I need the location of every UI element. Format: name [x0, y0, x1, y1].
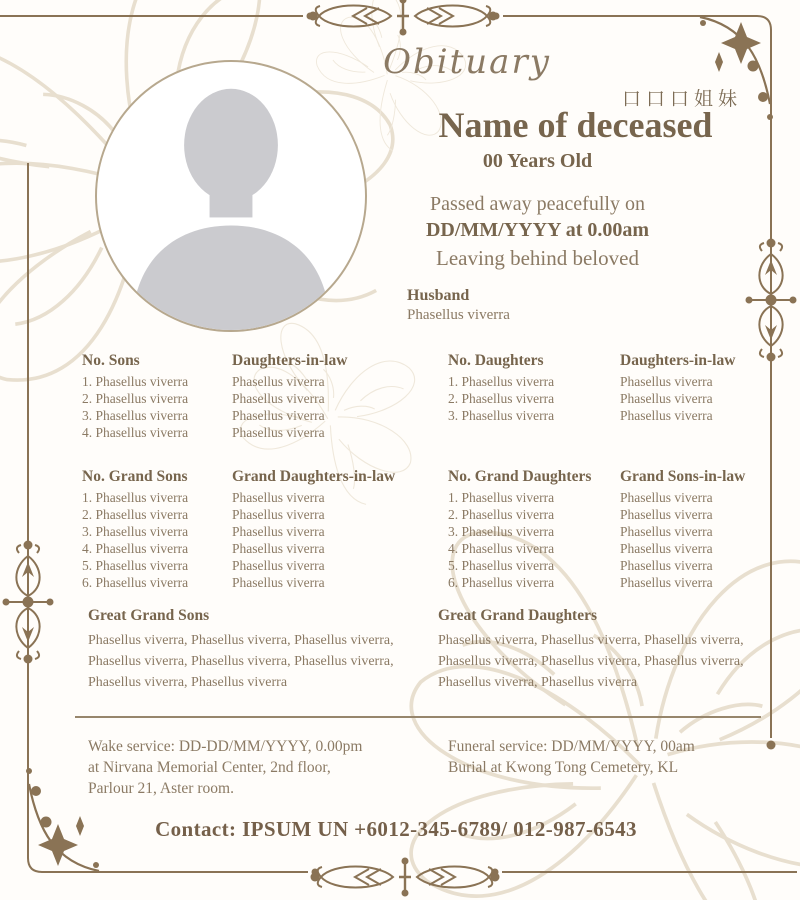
list-item: 2. Phasellus viverra	[82, 507, 189, 522]
passed-away-date: DD/MM/YYYY at 0.00am	[425, 219, 650, 241]
list-item: Phasellus viverra	[620, 391, 713, 406]
list-item: Phasellus viverra	[620, 408, 713, 423]
cjk-caption: 口口口姐妹	[621, 89, 742, 110]
list-item: Phasellus viverra	[620, 558, 713, 573]
column-list	[448, 373, 618, 424]
list-item: Phasellus viverra	[620, 524, 713, 539]
column-list	[232, 489, 442, 591]
column-header: No. Grand Sons	[82, 468, 188, 485]
list-item: 6. Phasellus viverra	[448, 575, 555, 590]
column-list	[620, 489, 790, 591]
list-item: 4. Phasellus viverra	[82, 541, 189, 556]
column-list	[232, 373, 442, 441]
list-item: 1. Phasellus viverra	[448, 374, 555, 389]
family-column-sons	[82, 352, 232, 441]
list-item: Phasellus viverra	[620, 490, 713, 505]
names-paragraph: Phasellus viverra, Phasellus viverra, Phasellus viverra, Phasellus viverra, Phasellus viverra, Phasellus viverra, Phasellus viverra, Phasellus viverra	[438, 633, 744, 690]
great-grand-sons-block	[88, 607, 436, 693]
family-column-daughters-in-law-1	[232, 352, 442, 441]
list-item: 3. Phasellus viverra	[448, 408, 555, 423]
great-grand-daughters-block	[438, 607, 786, 693]
list-item: Phasellus viverra	[620, 575, 713, 590]
list-item: 2. Phasellus viverra	[82, 391, 189, 406]
list-item: 3. Phasellus viverra	[448, 524, 555, 539]
list-item: Phasellus viverra	[232, 575, 325, 590]
list-item: Funeral service: DD/MM/YYYY, 00am	[448, 738, 695, 755]
leaving-behind-line: Leaving behind beloved	[436, 246, 639, 270]
list-item: 3. Phasellus viverra	[82, 524, 189, 539]
wake-service-block	[88, 736, 423, 799]
list-item: Phasellus viverra	[620, 507, 713, 522]
contact-line: Contact: IPSUM UN +6012-345-6789/ 012-987-6543	[155, 817, 637, 841]
column-header: No. Sons	[82, 352, 140, 369]
list-item: 4. Phasellus viverra	[448, 541, 555, 556]
list-item: at Nirvana Memorial Center, 2nd floor,	[88, 759, 331, 776]
list-item: Phasellus viverra	[232, 391, 325, 406]
list-item: 1. Phasellus viverra	[82, 490, 189, 505]
list-item: 5. Phasellus viverra	[448, 558, 555, 573]
column-header: Daughters-in-law	[232, 352, 348, 369]
column-header: Great Grand Sons	[88, 607, 210, 624]
passed-away-block	[330, 191, 745, 243]
list-item: 1. Phasellus viverra	[448, 490, 555, 505]
list-item: Phasellus viverra	[232, 425, 325, 440]
list-item: 2. Phasellus viverra	[448, 391, 555, 406]
list-item: 2. Phasellus viverra	[448, 507, 555, 522]
husband-name: Phasellus viverra	[407, 307, 510, 323]
column-list	[620, 373, 780, 424]
family-column-grand-daughters-in-law	[232, 468, 442, 591]
list-item: Phasellus viverra	[232, 507, 325, 522]
list-item: Phasellus viverra	[232, 408, 325, 423]
family-column-grand-daughters	[448, 468, 623, 591]
column-list	[448, 489, 623, 591]
passed-away-line1: Passed away peacefully on	[430, 193, 645, 215]
list-item: Phasellus viverra	[232, 524, 325, 539]
family-column-grand-sons-in-law	[620, 468, 790, 591]
column-list	[82, 373, 232, 441]
list-item: 5. Phasellus viverra	[82, 558, 189, 573]
husband-block	[407, 287, 707, 325]
section-divider	[75, 716, 761, 718]
list-item: Burial at Kwong Tong Cemetery, KL	[448, 759, 679, 776]
deceased-age: 00 Years Old	[482, 150, 593, 172]
list-item: Parlour 21, Aster room.	[88, 780, 234, 797]
person-silhouette-icon	[97, 62, 365, 330]
list-item: 6. Phasellus viverra	[82, 575, 189, 590]
portrait-photo-placeholder	[95, 60, 367, 332]
column-header: Grand Sons-in-law	[620, 468, 746, 485]
family-column-daughters	[448, 352, 618, 424]
list-item: Phasellus viverra	[232, 541, 325, 556]
list-item: Phasellus viverra	[232, 558, 325, 573]
list-item: Phasellus viverra	[232, 490, 325, 505]
funeral-service-block	[448, 736, 783, 778]
list-item: 1. Phasellus viverra	[82, 374, 189, 389]
column-list	[82, 489, 232, 591]
obituary-script-title: Obituary	[383, 42, 551, 82]
deceased-name: Name of deceased	[438, 105, 713, 145]
family-column-grand-sons	[82, 468, 232, 591]
list-item: 3. Phasellus viverra	[82, 408, 189, 423]
list-item: 4. Phasellus viverra	[82, 425, 189, 440]
names-paragraph: Phasellus viverra, Phasellus viverra, Phasellus viverra, Phasellus viverra, Phasellus viverra, Phasellus viverra, Phasellus viverra, Phasellus viverra	[88, 633, 394, 690]
list-item: Phasellus viverra	[232, 374, 325, 389]
list-item: Wake service: DD-DD/MM/YYYY, 0.00pm	[88, 738, 363, 755]
column-header: Daughters-in-law	[620, 352, 736, 369]
list-item: Phasellus viverra	[620, 374, 713, 389]
column-header: No. Daughters	[448, 352, 544, 369]
column-header: Grand Daughters-in-law	[232, 468, 396, 485]
family-column-daughters-in-law-2	[620, 352, 780, 424]
list-item: Phasellus viverra	[620, 541, 713, 556]
column-header: No. Grand Daughters	[448, 468, 592, 485]
husband-label: Husband	[407, 287, 470, 304]
column-header: Great Grand Daughters	[438, 607, 598, 624]
